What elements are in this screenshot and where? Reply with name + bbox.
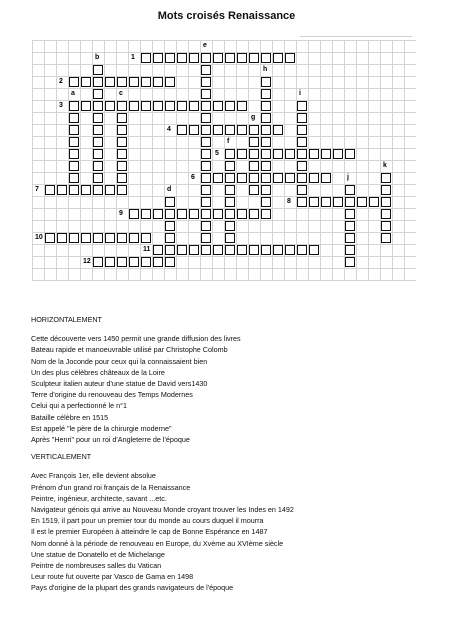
answer-cell bbox=[201, 185, 211, 195]
vertical-clue-f: Il est le premier Européen à atteindre le cap de Bonne Espérance en 1487 bbox=[31, 527, 268, 537]
answer-cell bbox=[297, 161, 307, 171]
clue-number-label: i bbox=[299, 90, 301, 97]
answer-cell bbox=[189, 53, 199, 63]
answer-cell bbox=[141, 101, 151, 111]
answer-cell bbox=[165, 221, 175, 231]
answer-cell bbox=[261, 113, 271, 123]
answer-cell bbox=[93, 257, 103, 267]
answer-cell bbox=[105, 101, 115, 111]
answer-cell bbox=[225, 185, 235, 195]
answer-cell bbox=[249, 185, 259, 195]
answer-cell bbox=[297, 101, 307, 111]
answer-cell bbox=[261, 53, 271, 63]
answer-cell bbox=[117, 257, 127, 267]
answer-cell bbox=[249, 137, 259, 147]
answer-cell bbox=[93, 77, 103, 87]
answer-cell bbox=[345, 209, 355, 219]
answer-cell bbox=[321, 197, 331, 207]
answer-cell bbox=[189, 125, 199, 135]
answer-cell bbox=[177, 209, 187, 219]
answer-cell bbox=[117, 233, 127, 243]
answer-cell bbox=[129, 257, 139, 267]
answer-cell bbox=[81, 101, 91, 111]
answer-cell bbox=[261, 101, 271, 111]
answer-cell bbox=[309, 149, 319, 159]
horizontal-clue-2: Bateau rapide et manoeuvrable utilisé par Christophe Colomb bbox=[31, 345, 228, 355]
clue-number-label: e bbox=[203, 42, 207, 49]
clue-number-label: b bbox=[95, 54, 100, 61]
answer-cell bbox=[225, 161, 235, 171]
answer-cell bbox=[129, 209, 139, 219]
answer-cell bbox=[93, 233, 103, 243]
answer-cell bbox=[237, 53, 247, 63]
crossword-grid bbox=[32, 40, 416, 288]
answer-cell bbox=[153, 257, 163, 267]
answer-cell bbox=[69, 161, 79, 171]
clue-list bbox=[31, 314, 446, 594]
horizontal-clue-3: Nom de la Joconde pour ceux qui la connaissaient bien bbox=[31, 356, 208, 366]
answer-cell bbox=[165, 197, 175, 207]
answer-cell bbox=[93, 149, 103, 159]
page-title: Mots croisés Renaissance bbox=[157, 10, 296, 22]
vertical-clue-g: Nom donné à la période de renouveau en Europe, du Xvème au XVIème siècle bbox=[31, 538, 284, 548]
answer-cell bbox=[357, 197, 367, 207]
answer-cell bbox=[285, 173, 295, 183]
answer-cell bbox=[261, 89, 271, 99]
answer-cell bbox=[261, 209, 271, 219]
answer-cell bbox=[237, 245, 247, 255]
horizontal-clue-7: Celui qui a perfectionné le n°1 bbox=[31, 401, 127, 411]
answer-cell bbox=[177, 53, 187, 63]
answer-cell bbox=[81, 77, 91, 87]
answer-cell bbox=[285, 53, 295, 63]
answer-cell bbox=[117, 125, 127, 135]
answer-cell bbox=[381, 233, 391, 243]
answer-cell bbox=[117, 161, 127, 171]
answer-cell bbox=[57, 233, 67, 243]
answer-cell bbox=[93, 65, 103, 75]
answer-cell bbox=[117, 113, 127, 123]
answer-cell bbox=[117, 101, 127, 111]
answer-cell bbox=[117, 185, 127, 195]
answer-cell bbox=[69, 149, 79, 159]
answer-cell bbox=[165, 101, 175, 111]
answer-cell bbox=[45, 233, 55, 243]
answer-cell bbox=[261, 161, 271, 171]
answer-cell bbox=[213, 53, 223, 63]
vertical-clue-d: Navigateur génois qui arrive au Nouveau Monde croyant trouver les Indes en 1492 bbox=[31, 505, 294, 515]
answer-cell bbox=[177, 101, 187, 111]
answer-cell bbox=[249, 149, 259, 159]
answer-cell bbox=[261, 77, 271, 87]
answer-cell bbox=[177, 245, 187, 255]
clue-number-label: j bbox=[347, 174, 349, 181]
answer-cell bbox=[225, 233, 235, 243]
clue-number-label: 2 bbox=[59, 78, 63, 85]
answer-cell bbox=[153, 209, 163, 219]
answer-cell bbox=[309, 197, 319, 207]
horizontal-clue-9: Est appelé "le père de la chirurgie moderne" bbox=[31, 423, 172, 433]
answer-cell bbox=[273, 149, 283, 159]
answer-cell bbox=[261, 149, 271, 159]
clue-number-label: 4 bbox=[167, 126, 171, 133]
answer-cell bbox=[165, 245, 175, 255]
answer-cell bbox=[165, 53, 175, 63]
answer-cell bbox=[105, 233, 115, 243]
answer-cell bbox=[273, 173, 283, 183]
answer-cell bbox=[153, 53, 163, 63]
answer-cell bbox=[381, 185, 391, 195]
answer-cell bbox=[249, 173, 259, 183]
answer-cell bbox=[261, 137, 271, 147]
answer-cell bbox=[201, 137, 211, 147]
answer-cell bbox=[261, 173, 271, 183]
answer-cell bbox=[285, 245, 295, 255]
answer-cell bbox=[225, 245, 235, 255]
answer-cell bbox=[189, 101, 199, 111]
answer-cell bbox=[249, 209, 259, 219]
answer-cell bbox=[57, 185, 67, 195]
answer-cell bbox=[93, 161, 103, 171]
answer-cell bbox=[345, 185, 355, 195]
answer-cell bbox=[45, 185, 55, 195]
answer-cell bbox=[165, 209, 175, 219]
clue-number-label: h bbox=[263, 66, 268, 73]
answer-cell bbox=[201, 149, 211, 159]
answer-cell bbox=[93, 173, 103, 183]
vertical-clue-e: En 1519, il part pour un premier tour du monde au cours duquel il mourra bbox=[31, 516, 264, 526]
answer-cell bbox=[297, 113, 307, 123]
answer-cell bbox=[81, 233, 91, 243]
answer-cell bbox=[213, 209, 223, 219]
answer-cell bbox=[141, 53, 151, 63]
answer-cell bbox=[297, 197, 307, 207]
answer-cell bbox=[237, 125, 247, 135]
clue-number-label: 8 bbox=[287, 198, 291, 205]
clue-number-label: 6 bbox=[191, 174, 195, 181]
answer-cell bbox=[321, 149, 331, 159]
answer-cell bbox=[345, 149, 355, 159]
answer-cell bbox=[165, 257, 175, 267]
answer-cell bbox=[345, 233, 355, 243]
clue-number-label: 1 bbox=[131, 54, 135, 61]
answer-cell bbox=[225, 173, 235, 183]
answer-cell bbox=[189, 245, 199, 255]
vertical-clue-j: Leur route fut ouverte par Vasco de Gama en 1498 bbox=[31, 572, 194, 582]
answer-cell bbox=[225, 101, 235, 111]
clue-number-label: 5 bbox=[215, 150, 219, 157]
answer-cell bbox=[249, 125, 259, 135]
clue-number-label: d bbox=[167, 186, 172, 193]
horizontal-clue-1: Cette découverte vers 1450 permit une grande diffusion des livres bbox=[31, 334, 241, 344]
answer-cell bbox=[309, 245, 319, 255]
answer-cell bbox=[189, 209, 199, 219]
answer-cell bbox=[225, 209, 235, 219]
answer-cell bbox=[345, 245, 355, 255]
answer-cell bbox=[201, 65, 211, 75]
answer-cell bbox=[201, 173, 211, 183]
answer-cell bbox=[297, 173, 307, 183]
vertical-clue-i: Peintre de nombreuses salles du Vatican bbox=[31, 561, 162, 571]
answer-cell bbox=[213, 173, 223, 183]
answer-cell bbox=[381, 173, 391, 183]
title-rule bbox=[300, 36, 412, 37]
answer-cell bbox=[69, 77, 79, 87]
answer-cell bbox=[261, 125, 271, 135]
answer-cell bbox=[117, 137, 127, 147]
answer-cell bbox=[141, 257, 151, 267]
clue-number-label: 3 bbox=[59, 102, 63, 109]
answer-cell bbox=[93, 137, 103, 147]
answer-cell bbox=[369, 197, 379, 207]
answer-cell bbox=[261, 245, 271, 255]
answer-cell bbox=[201, 113, 211, 123]
answer-cell bbox=[93, 101, 103, 111]
horizontal-clue-4: Un des plus célèbres châteaux de la Loire bbox=[31, 367, 165, 377]
vertical-clue-a: Avec François 1er, elle devient absolue bbox=[31, 471, 156, 481]
clue-number-label: a bbox=[71, 90, 75, 97]
answer-cell bbox=[249, 245, 259, 255]
vertical-clue-k: Pays d'origine de la plupart des grands navigateurs de l'époque bbox=[31, 583, 234, 593]
answer-cell bbox=[153, 77, 163, 87]
answer-cell bbox=[321, 173, 331, 183]
answer-cell bbox=[381, 221, 391, 231]
answer-cell bbox=[381, 197, 391, 207]
answer-cell bbox=[69, 137, 79, 147]
answer-cell bbox=[201, 161, 211, 171]
answer-cell bbox=[237, 101, 247, 111]
answer-cell bbox=[69, 113, 79, 123]
answer-cell bbox=[249, 53, 259, 63]
answer-cell bbox=[273, 245, 283, 255]
answer-cell bbox=[141, 77, 151, 87]
answer-cell bbox=[225, 197, 235, 207]
answer-cell bbox=[81, 185, 91, 195]
answer-cell bbox=[225, 125, 235, 135]
answer-cell bbox=[69, 173, 79, 183]
answer-cell bbox=[69, 101, 79, 111]
clue-number-label: 9 bbox=[119, 210, 123, 217]
answer-cell bbox=[153, 101, 163, 111]
answer-cell bbox=[117, 77, 127, 87]
answer-cell bbox=[141, 233, 151, 243]
answer-cell bbox=[297, 137, 307, 147]
answer-cell bbox=[213, 101, 223, 111]
answer-cell bbox=[237, 209, 247, 219]
horizontal-clue-10: Après "Henri" pour un roi d'Angleterre de l'époque bbox=[31, 435, 190, 445]
answer-cell bbox=[261, 185, 271, 195]
answer-cell bbox=[201, 89, 211, 99]
answer-cell bbox=[201, 245, 211, 255]
answer-cell bbox=[93, 185, 103, 195]
answer-cell bbox=[93, 125, 103, 135]
answer-cell bbox=[93, 89, 103, 99]
answer-cell bbox=[129, 233, 139, 243]
clue-number-label: 10 bbox=[35, 234, 43, 241]
answer-cell bbox=[129, 101, 139, 111]
answer-cell bbox=[345, 221, 355, 231]
answer-cell bbox=[105, 257, 115, 267]
clue-number-label: 12 bbox=[83, 258, 91, 265]
answer-cell bbox=[225, 221, 235, 231]
answer-cell bbox=[297, 245, 307, 255]
answer-cell bbox=[141, 209, 151, 219]
answer-cell bbox=[333, 197, 343, 207]
answer-cell bbox=[249, 161, 259, 171]
answer-cell bbox=[381, 209, 391, 219]
answer-cell bbox=[69, 233, 79, 243]
answer-cell bbox=[105, 77, 115, 87]
answer-cell bbox=[345, 197, 355, 207]
clue-number-label: g bbox=[251, 114, 256, 121]
vertical-clue-c: Peintre, ingénieur, architecte, savant ...etc. bbox=[31, 493, 167, 503]
answer-cell bbox=[201, 77, 211, 87]
answer-cell bbox=[117, 173, 127, 183]
answer-cell bbox=[309, 173, 319, 183]
answer-cell bbox=[333, 149, 343, 159]
answer-cell bbox=[201, 221, 211, 231]
clue-number-label: f bbox=[227, 138, 230, 145]
answer-cell bbox=[201, 101, 211, 111]
answer-cell bbox=[345, 257, 355, 267]
answer-cell bbox=[69, 125, 79, 135]
answer-cell bbox=[129, 77, 139, 87]
answer-cell bbox=[105, 185, 115, 195]
answer-cell bbox=[165, 77, 175, 87]
answer-cell bbox=[297, 125, 307, 135]
answer-cell bbox=[165, 233, 175, 243]
answer-cell bbox=[273, 125, 283, 135]
answer-cell bbox=[153, 245, 163, 255]
horizontal-clue-5: Sculpteur italien auteur d'une statue de David vers1430 bbox=[31, 379, 208, 389]
answer-cell bbox=[237, 173, 247, 183]
answer-cell bbox=[69, 185, 79, 195]
horizontal-clue-6: Terre d'origine du renouveau des Temps Modernes bbox=[31, 390, 193, 400]
answer-cell bbox=[177, 125, 187, 135]
vertical-clue-b: Prénom d'un grand roi français de la Renaissance bbox=[31, 482, 191, 492]
clue-number-label: c bbox=[119, 90, 123, 97]
answer-cell bbox=[201, 125, 211, 135]
clue-number-label: 7 bbox=[35, 186, 39, 193]
horizontal-clue-8: Bataille célèbre en 1515 bbox=[31, 412, 109, 422]
horizontal-heading: HORIZONTALEMENT bbox=[31, 315, 102, 324]
vertical-clue-h: Une statue de Donatello et de Michelange bbox=[31, 549, 165, 559]
clue-number-label: 11 bbox=[143, 246, 151, 253]
answer-cell bbox=[297, 149, 307, 159]
clue-number-label: k bbox=[383, 162, 387, 169]
answer-cell bbox=[237, 149, 247, 159]
answer-cell bbox=[201, 197, 211, 207]
answer-cell bbox=[261, 197, 271, 207]
answer-cell bbox=[201, 53, 211, 63]
answer-cell bbox=[297, 185, 307, 195]
answer-cell bbox=[285, 149, 295, 159]
answer-cell bbox=[93, 113, 103, 123]
answer-cell bbox=[117, 149, 127, 159]
answer-cell bbox=[225, 53, 235, 63]
answer-cell bbox=[213, 245, 223, 255]
answer-cell bbox=[225, 149, 235, 159]
answer-cell bbox=[201, 209, 211, 219]
answer-cell bbox=[213, 125, 223, 135]
vertical-heading: VERTICALEMENT bbox=[31, 452, 92, 462]
answer-cell bbox=[201, 233, 211, 243]
answer-cell bbox=[273, 53, 283, 63]
